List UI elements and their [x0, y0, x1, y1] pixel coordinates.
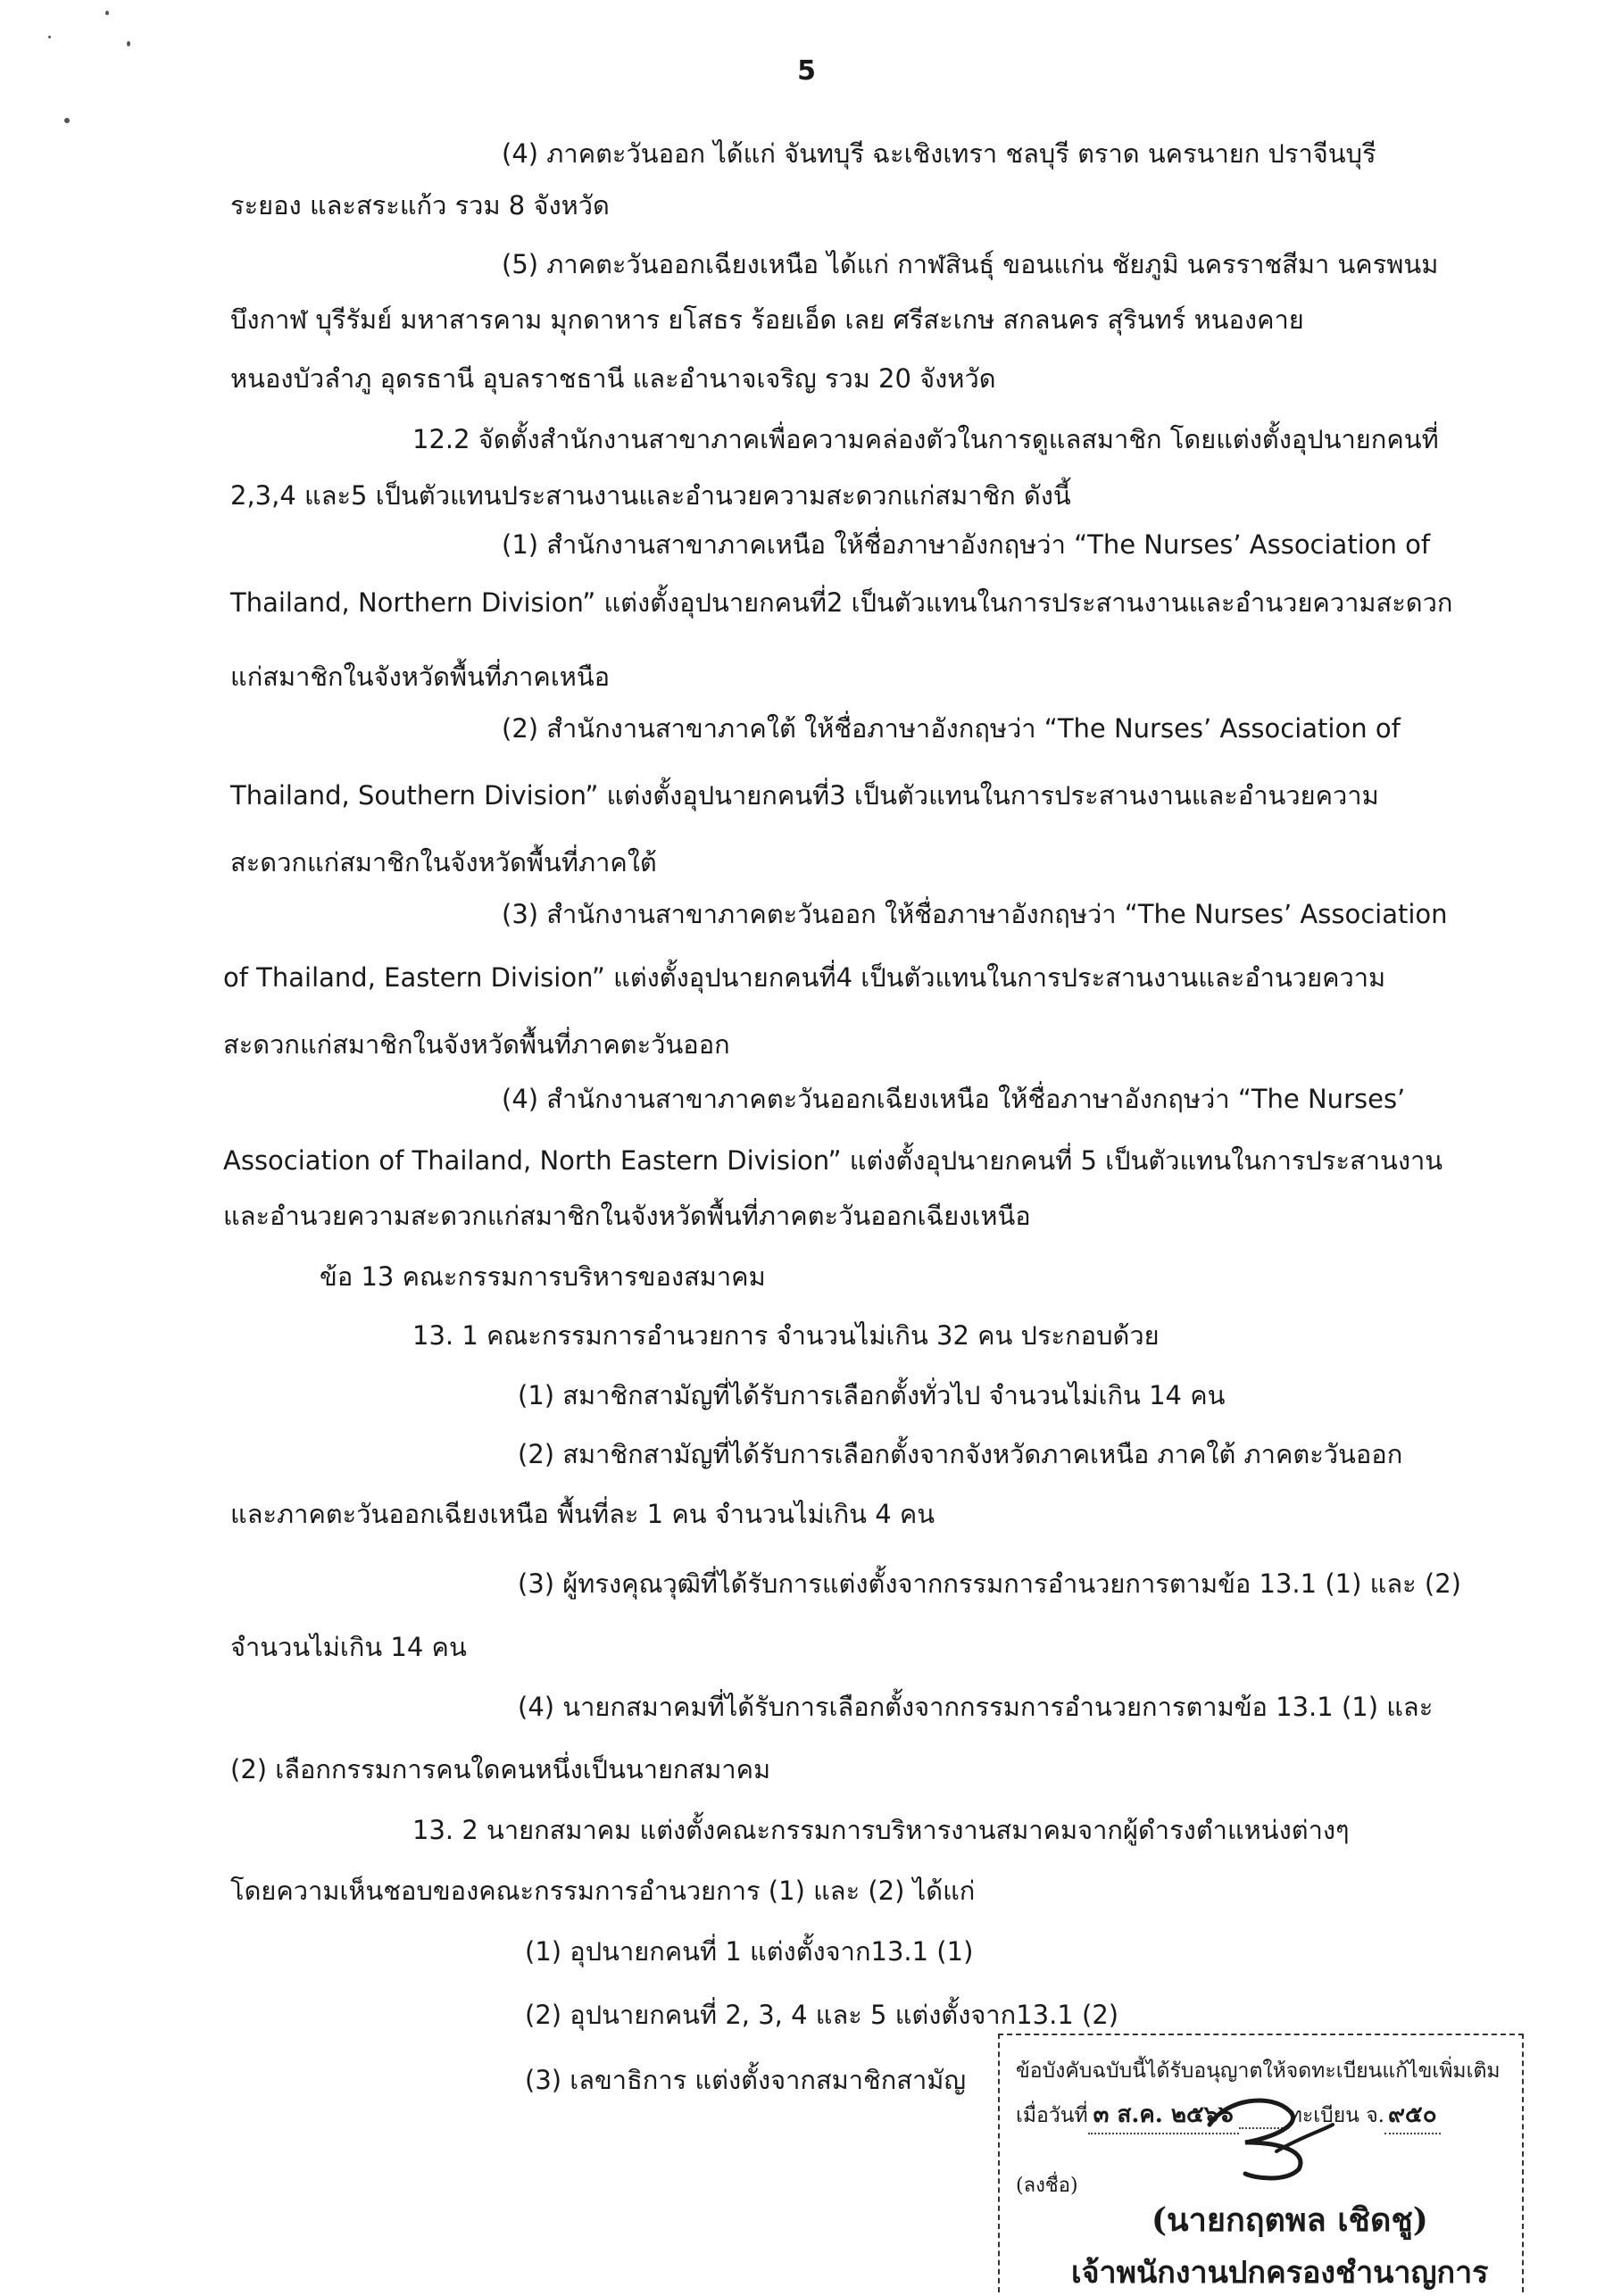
text-line: Association of Thailand, North Eastern Division” แต่งตั้งอุปนายกคนที่ 5 เป็นตัวแทนในการประสานงาน [223, 1145, 1443, 1176]
stamp-reg-value: ๙๕๐ [1388, 2101, 1437, 2128]
scan-mark [64, 118, 70, 123]
text-line: (4) นายกสมาคมที่ได้รับการเลือกตั้งจากกรรมการอำนวยการตามข้อ 13.1 (1) และ [518, 1692, 1434, 1722]
text-line: (2) สำนักงานสาขาภาคใต้ ให้ชื่อภาษาอังกฤษว่า “The Nurses’ Association of [502, 713, 1401, 744]
text-line: สะดวกแก่สมาชิกในจังหวัดพื้นที่ภาคใต้ [230, 847, 657, 878]
stamp-date-value: ๓ ส.ค. ๒๕๖๖ [1093, 2101, 1234, 2128]
signature-mark [1192, 2089, 1334, 2187]
text-line: of Thailand, Eastern Division” แต่งตั้งอุปนายกคนที่4 เป็นตัวแทนในการประสานงานและอำนวยความ [223, 962, 1386, 993]
text-line: ระยอง และสระแก้ว รวม 8 จังหวัด [230, 190, 610, 220]
text-line: (4) สำนักงานสาขาภาคตะวันออกเฉียงเหนือ ให้ชื่อภาษาอังกฤษว่า “The Nurses’ [502, 1084, 1406, 1114]
text-line: 2,3,4 และ5 เป็นตัวแทนประสานงานและอำนวยความสะดวกแก่สมาชิก ดังนี้ [230, 480, 1071, 511]
stamp-officer-name: (นายกฤตพล เชิดชู) [1152, 2201, 1428, 2239]
text-line: (1) สมาชิกสามัญที่ได้รับการเลือกตั้งทั่วไป จำนวนไม่เกิน 14 คน [518, 1380, 1226, 1410]
text-line: บึงกาฬ บุรีรัมย์ มหาสารคาม มุกดาหาร ยโสธร ร้อยเอ็ด เลย ศรีสะเกษ สกลนคร สุรินทร์ หนองคาย [230, 304, 1304, 335]
text-line: โดยความเห็นชอบของคณะกรรมการอำนวยการ (1) และ (2) ได้แก่ [230, 1876, 976, 1906]
text-line: (2) อุปนายกคนที่ 2, 3, 4 และ 5 แต่งตั้งจาก13.1 (2) [525, 2000, 1119, 2030]
text-line: (3) เลขาธิการ แต่งตั้งจากสมาชิกสามัญ [525, 2065, 967, 2095]
stamp-reg-field [1384, 2096, 1441, 2134]
text-line: และภาคตะวันออกเฉียงเหนือ พื้นที่ละ 1 คน จำนวนไม่เกิน 4 คน [230, 1499, 935, 1529]
text-line: 13. 2 นายกสมาคม แต่งตั้งคณะกรรมการบริหารงานสมาคมจากผู้ดำรงตำแหน่งต่างๆ [412, 1815, 1350, 1845]
text-line: (4) ภาคตะวันออก ได้แก่ จันทบุรี ฉะเชิงเทรา ชลบุรี ตราด นครนายก ปราจีนบุรี [502, 138, 1376, 169]
text-line: และอำนวยความสะดวกแก่สมาชิกในจังหวัดพื้นที่ภาคตะวันออกเฉียงเหนือ [223, 1201, 1031, 1231]
page-number: 5 [797, 55, 816, 87]
text-line: (3) ผู้ทรงคุณวุฒิที่ได้รับการแต่งตั้งจากกรรมการอำนวยการตามข้อ 13.1 (1) และ (2) [518, 1568, 1461, 1599]
text-line: หนองบัวลำภู อุดรธานี อุบลราชธานี และอำนาจเจริญ รวม 20 จังหวัด [230, 363, 996, 394]
text-line: (1) สำนักงานสาขาภาคเหนือ ให้ชื่อภาษาอังกฤษว่า “The Nurses’ Association of [502, 529, 1431, 560]
stamp-notice: ข้อบังคับฉบับนี้ได้รับอนุญาตให้จดทะเบียนแก้ไขเพิ่มเติม [1016, 2059, 1501, 2083]
text-line: Thailand, Northern Division” แต่งตั้งอุปนายกคนที่2 เป็นตัวแทนในการประสานงานและอำนวยความสะดวก [230, 587, 1453, 618]
scan-mark [105, 11, 109, 15]
text-line: (5) ภาคตะวันออกเฉียงเหนือ ได้แก่ กาฬสินธุ์ ขอนแก่น ชัยภูมิ นครราชสีมา นครพนม [502, 249, 1439, 279]
text-line: (1) อุปนายกคนที่ 1 แต่งตั้งจาก13.1 (1) [525, 1936, 974, 1967]
text-line: 12.2 จัดตั้งสำนักงานสาขาภาคเพื่อความคล่องตัวในการดูแลสมาชิก โดยแต่งตั้งอุปนายกคนที่ [412, 424, 1439, 454]
stamp-reg-label: ทะเบียน จ. [1288, 2104, 1384, 2127]
text-line: แก่สมาชิกในจังหวัดพื้นที่ภาคเหนือ [230, 661, 611, 692]
text-line: 13. 1 คณะกรรมการอำนวยการ จำนวนไม่เกิน 32 คน ประกอบด้วย [412, 1320, 1160, 1351]
text-line: (2) เลือกกรรมการคนใดคนหนึ่งเป็นนายกสมาคม [230, 1754, 771, 1784]
scan-mark [127, 41, 130, 46]
text-line: (2) สมาชิกสามัญที่ได้รับการเลือกตั้งจากจังหวัดภาคเหนือ ภาคใต้ ภาคตะวันออก [518, 1439, 1403, 1469]
text-line: สะดวกแก่สมาชิกในจังหวัดพื้นที่ภาคตะวันออก [223, 1029, 730, 1060]
stamp-sign-label: (ลงชื่อ) [1016, 2175, 1078, 2197]
registration-stamp [998, 2034, 1524, 2292]
text-line: จำนวนไม่เกิน 14 คน [230, 1632, 467, 1662]
stamp-date-label: เมื่อวันที่ [1016, 2104, 1088, 2127]
scan-mark [48, 36, 51, 38]
text-line: Thailand, Southern Division” แต่งตั้งอุปนายกคนที่3 เป็นตัวแทนในการประสานงานและอำนวยความ [230, 780, 1379, 811]
stamp-officer-title: เจ้าพนักงานปกครองชำนาญการ [1071, 2255, 1489, 2291]
text-line: ข้อ 13 คณะกรรมการบริหารของสมาคม [320, 1261, 766, 1292]
text-line: (3) สำนักงานสาขาภาคตะวันออก ให้ชื่อภาษาอังกฤษว่า “The Nurses’ Association [502, 899, 1448, 929]
